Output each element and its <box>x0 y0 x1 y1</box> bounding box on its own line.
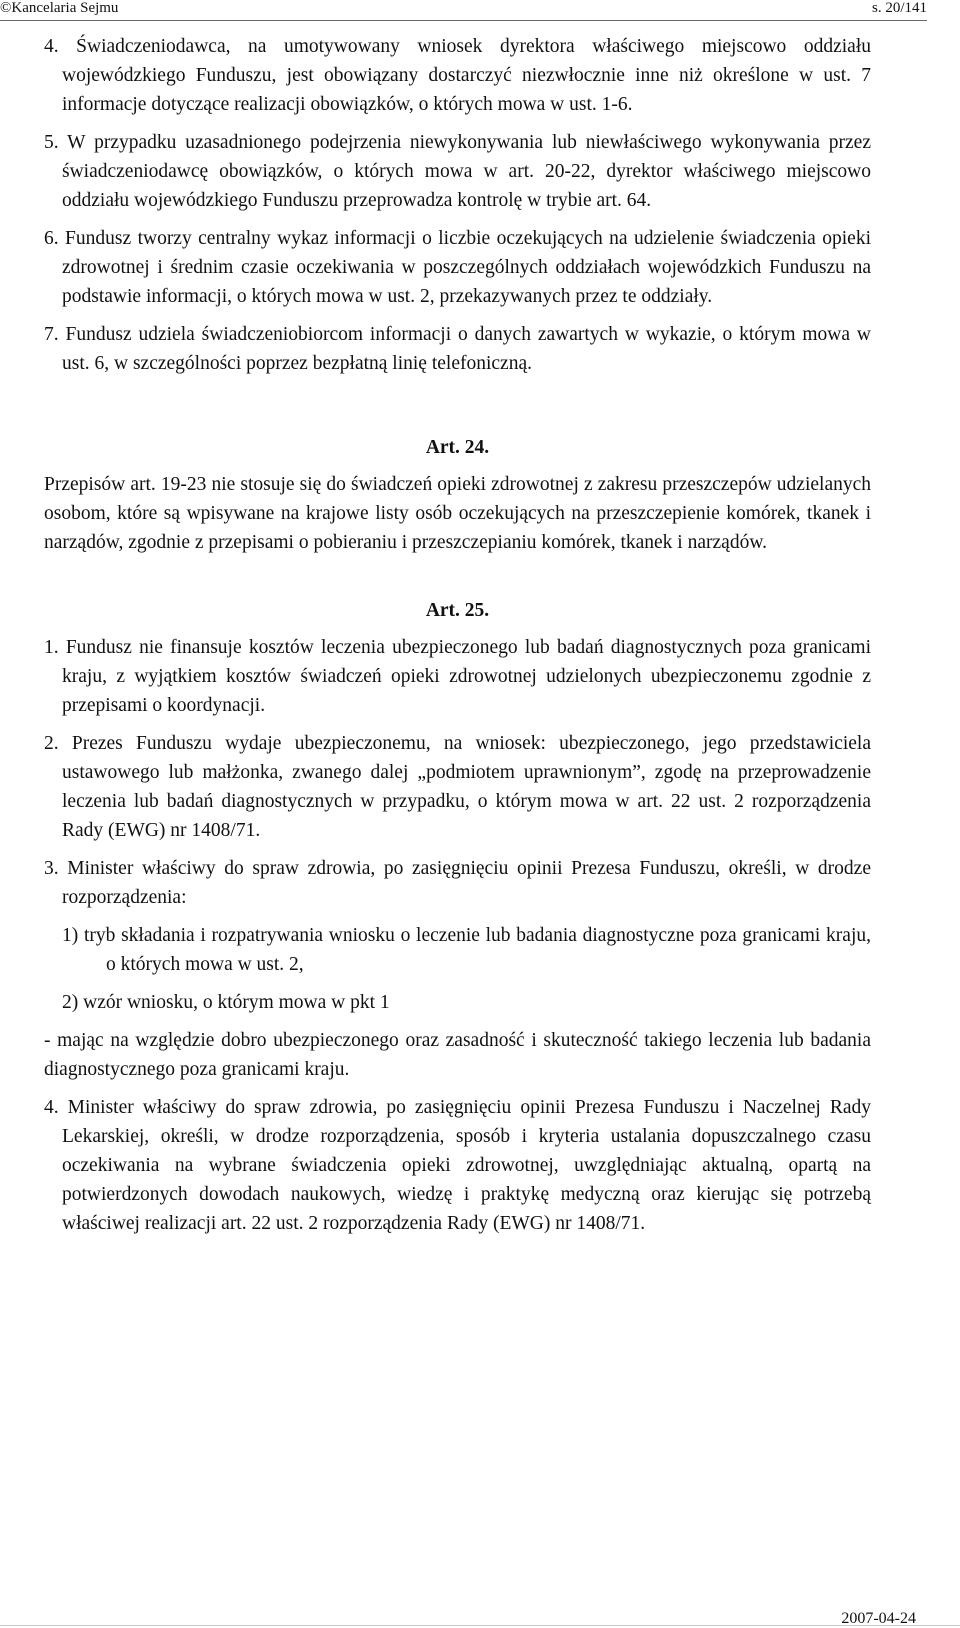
footer-date: 2007-04-24 <box>841 1610 916 1627</box>
article-25-paragraph-3-items <box>62 921 871 1017</box>
article-25-item-2: 2) wzór wniosku, o którym mowa w pkt 1 <box>62 992 390 1013</box>
footer-divider <box>0 1625 960 1626</box>
document-body <box>44 32 871 1247</box>
article-25-paragraph-2: 2. Prezes Funduszu wydaje ubezpieczonemu, na wniosek: ubezpieczonego, jego przedstawiciela ustawowego lub małżonka, zwanego dalej „podmiotem uprawnionym”, zgodę na przeprowadzenie leczenia lub badań diagnostycznych w przypadku, o którym mowa w art. 22 ust. 2 rozporządzenia Rady (EWG) nr 1408/71. <box>44 733 871 841</box>
spacer <box>44 387 871 433</box>
header-divider <box>0 20 927 21</box>
page-header <box>0 0 960 22</box>
article-25-heading: Art. 25. <box>425 600 490 621</box>
article-25-paragraph-1: 1. Fundusz nie finansuje kosztów leczenia ubezpieczonego lub badań diagnostycznych poza granicami kraju, z wyjątkiem kosztów świadczeń opieki zdrowotnej udzielonych ubezpieczonemu zgodnie z przepisami o koordynacji. <box>44 637 871 716</box>
article-25-item-1: 1) tryb składania i rozpatrywania wniosku o leczenie lub badania diagnostyczne poza granicami kraju, o których mowa w ust. 2, <box>62 925 871 975</box>
article-24-heading: Art. 24. <box>425 437 490 458</box>
copyright-notice: ©Kancelaria Sejmu <box>0 0 119 16</box>
paragraph-4: 4. Świadczeniodawca, na umotywowany wniosek dyrektora właściwego miejscowo oddziału wojewódzkiego Funduszu, jest obowiązany dostarczyć niezwłocznie inne niż określone w ust. 7 informacje dotyczące realizacji obowiązków, o których mowa w ust. 1-6. <box>44 36 871 115</box>
page-number: s. 20/141 <box>871 0 927 16</box>
spacer <box>44 462 871 470</box>
article-25-paragraph-4: 4. Minister właściwy do spraw zdrowia, po zasięgnięciu opinii Prezesa Funduszu i Naczelnej Rady Lekarskiej, określi, w drodze rozporządzenia, sposób i kryteria ustalania dopuszczalnego czasu oczekiwania na wybrane świadczenia opieki zdrowotnej, uwzględniając aktualną, opartą na potwierdzonych dowodach naukowych, wiedzę i praktykę medyczną oraz kierując się potrzebą właściwej realizacji art. 22 ust. 2 rozporządzenia Rady (EWG) nr 1408/71. <box>44 1097 871 1234</box>
article-25-paragraph-3: 3. Minister właściwy do spraw zdrowia, po zasięgnięciu opinii Prezesa Funduszu, określi, w drodze rozporządzenia: <box>44 858 871 908</box>
paragraph-7: 7. Fundusz udziela świadczeniobiorcom informacji o danych zawartych w wykazie, o którym mowa w ust. 6, w szczególności poprzez bezpłatną linię telefoniczną. <box>44 324 871 374</box>
article-25-paragraph-3-tail: - mając na względzie dobro ubezpieczonego oraz zasadność i skuteczność takiego leczenia lub badania diagnostycznego poza granicami kraju. <box>44 1030 871 1080</box>
spacer <box>44 566 871 596</box>
paragraph-6: 6. Fundusz tworzy centralny wykaz informacji o liczbie oczekujących na udzielenie świadczenia opieki zdrowotnej i średnim czasie oczekiwania w poszczególnych oddziałach wojewódzkich Funduszu na podstawie informacji, o których mowa w ust. 2, przekazywanych przez te oddziały. <box>44 228 871 307</box>
spacer <box>44 625 871 633</box>
article-24-text: Przepisów art. 19-23 nie stosuje się do świadczeń opieki zdrowotnej z zakresu przeszczepów udzielanych osobom, które są wpisywane na krajowe listy osób oczekujących na przeszczepienie komórek, tkanek i narządów, zgodnie z przepisami o pobieraniu i przeszczepianiu komórek, tkanek i narządów. <box>44 474 871 553</box>
paragraph-5: 5. W przypadku uzasadnionego podejrzenia niewykonywania lub niewłaściwego wykonywania przez świadczeniodawcę obowiązków, o których mowa w art. 20-22, dyrektor właściwego miejscowo oddziału wojewódzkiego Funduszu przeprowadza kontrolę w trybie art. 64. <box>44 132 871 211</box>
